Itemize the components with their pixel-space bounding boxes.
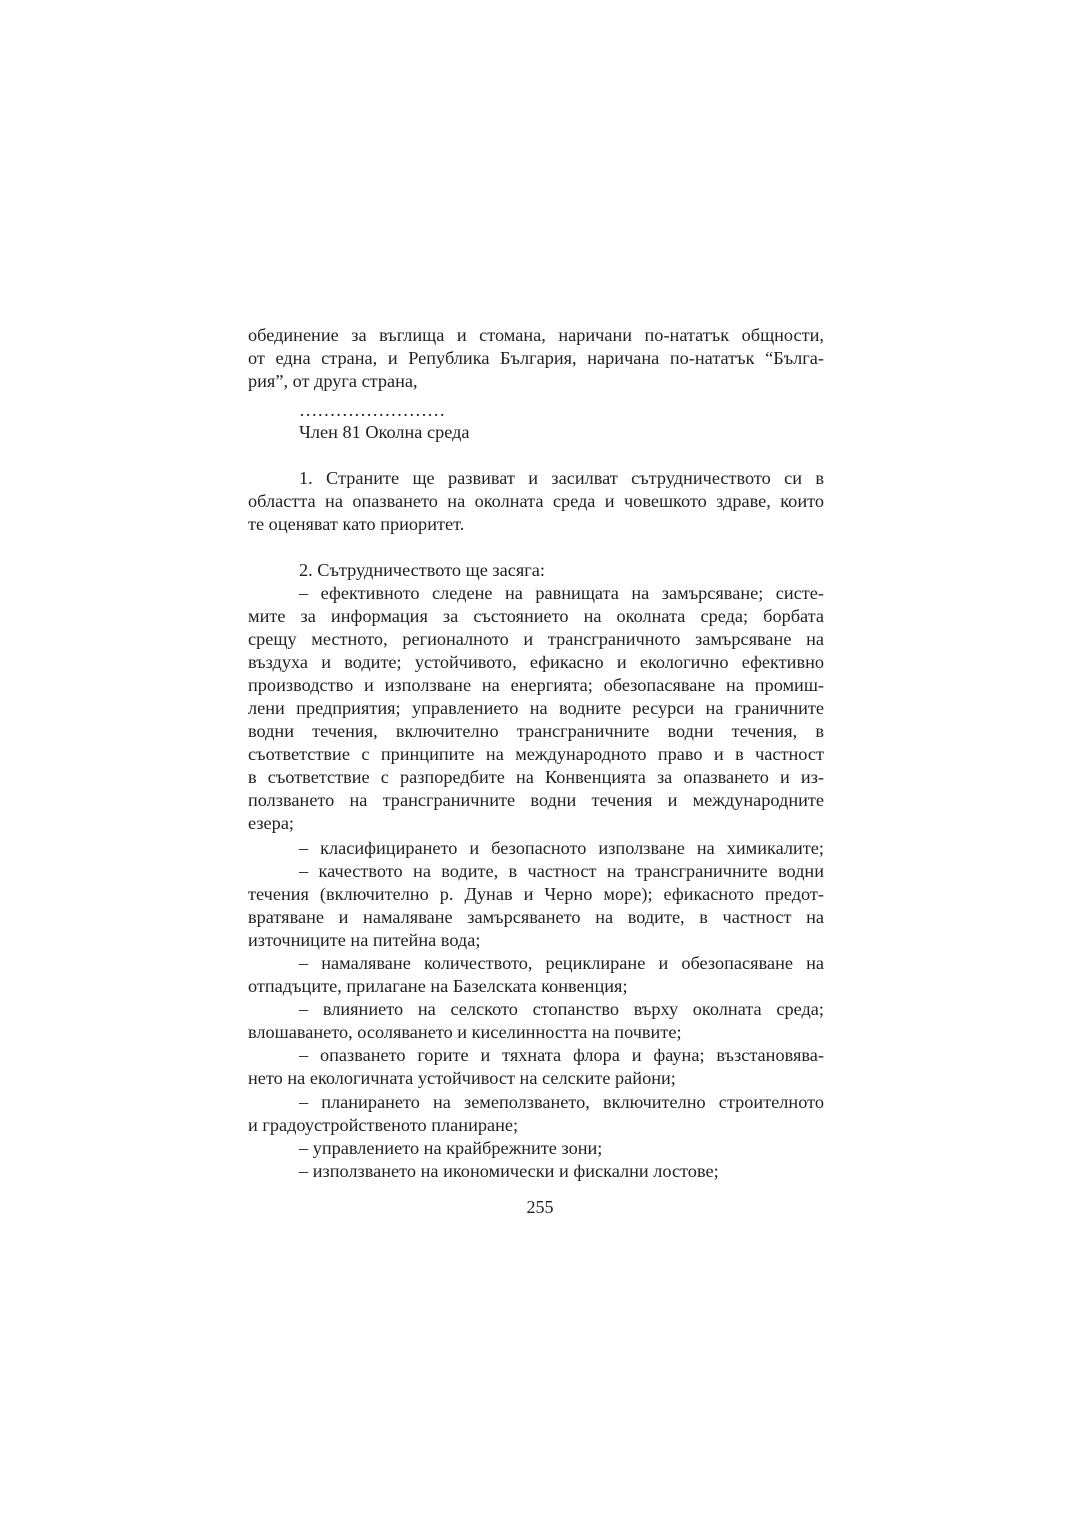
text-line: езера;	[248, 813, 295, 833]
text-line: вратяване и намаляване замърсяването на водите, в частност на	[248, 907, 824, 927]
page-number: 255	[526, 1197, 554, 1217]
text-line: източниците на питейна вода;	[248, 930, 481, 950]
text-line: 2. Сътрудничеството ще засяга:	[299, 560, 545, 580]
list-item: – намаляване количеството, рециклиране и обезопасяване на	[299, 953, 824, 973]
text-line: в съответствие с разпоредбите на Конвенцията за опазването и из-	[248, 767, 824, 787]
text-line: областта на опазването на околната среда и човешкото здраве, които	[248, 491, 824, 511]
text-line: въздуха и водите; устойчивото, ефикасно и екологично ефективно	[248, 652, 824, 672]
text-line: производство и използване на енергията; обезопасяване на промиш-	[248, 675, 824, 695]
list-item: – влиянието на селското стопанство върху околната среда;	[299, 999, 824, 1019]
text-line: нето на екологичната устойчивост на селските райони;	[248, 1068, 676, 1088]
list-item: – ефективното следене на равнищата на замърсяване; систе-	[299, 583, 824, 603]
text-line: влошаването, осоляването и киселинността на почвите;	[248, 1022, 682, 1042]
text-line: срещу местното, регионалното и трансграничното замърсяване на	[248, 629, 824, 649]
text-line: мите за информация за състоянието на околната среда; борбата	[248, 606, 824, 626]
list-item: – използването на икономически и фискални лостове;	[299, 1161, 719, 1181]
text-line: съответствие с принципите на международното право и в частност	[248, 744, 824, 764]
list-item: – планирането на земеползването, включително строителното	[299, 1092, 824, 1112]
text-line: те оценяват като приоритет.	[248, 514, 465, 534]
text-line: ползването на трансграничните водни течения и международните	[248, 790, 824, 810]
text-line: течения (включително р. Дунав и Черно море); ефикасното предот-	[248, 884, 824, 904]
text-line: рия”, от друга страна,	[248, 371, 418, 391]
list-item: – качеството на водите, в частност на трансграничните водни	[299, 861, 824, 881]
text-line: от една страна, и Република България, наричана по-нататък “Бълга-	[248, 348, 824, 368]
text-line: и градоустройственото планиране;	[248, 1115, 519, 1135]
ellipsis: ……………………	[299, 400, 446, 420]
list-item: – опазването горите и тяхната флора и фауна; възстановява-	[299, 1045, 824, 1065]
text-line: обединение за въглища и стомана, наричани по-нататък общности,	[248, 325, 824, 345]
text-line: отпадъците, прилагане на Базелската конвенция;	[248, 976, 628, 996]
text-line: лени предприятия; управлението на водните ресурси на граничните	[248, 698, 824, 718]
text-line: 1. Страните ще развиват и засилват сътрудничеството си в	[299, 468, 824, 488]
article-title: Член 81 Околна среда	[299, 422, 470, 442]
list-item: – класифицирането и безопасното използване на химикалите;	[299, 838, 824, 858]
text-line: водни течения, включително трансграничните водни течения, в	[248, 721, 824, 741]
list-item: – управлението на крайбрежните зони;	[299, 1138, 603, 1158]
